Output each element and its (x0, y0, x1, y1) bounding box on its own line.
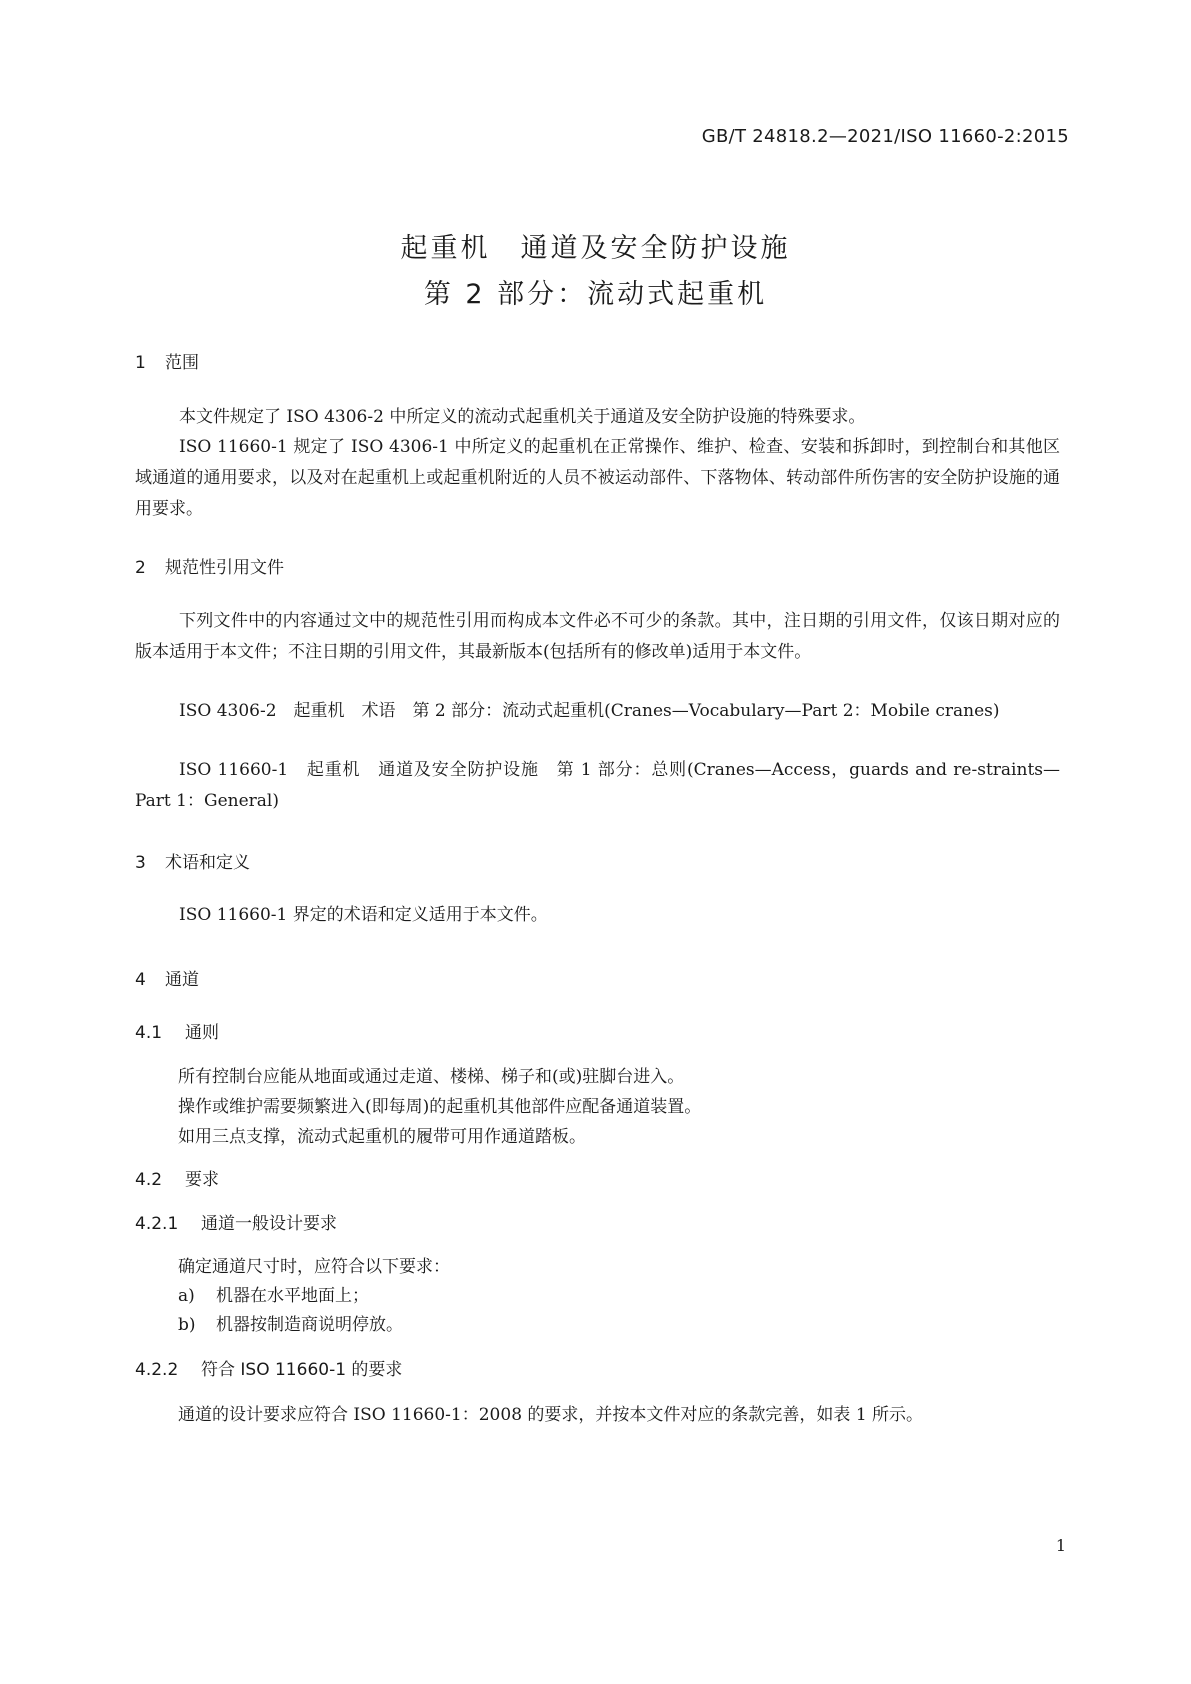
section-number: 2 (135, 558, 146, 578)
section-title: 范围 (165, 353, 199, 373)
section-1-paragraph-1: 本文件规定了 ISO 4306-2 中所定义的流动式起重机关于通道及安全防护设施的特殊要求。 (179, 407, 866, 427)
section-3-paragraph-1: ISO 11660-1 界定的术语和定义适用于本文件。 (179, 905, 548, 925)
section-1-heading (135, 348, 199, 373)
subsection-number: 4.2 (135, 1170, 163, 1190)
subsection-number: 4.2.1 (135, 1214, 179, 1234)
subsection-4-1-line-2: 操作或维护需要频繁进入(即每周)的起重机其他部件应配备通道装置。 (178, 1097, 702, 1117)
subsection-number: 4.2.2 (135, 1360, 179, 1380)
normative-reference-1: ISO 4306-2 起重机 术语 第 2 部分：流动式起重机(Cranes—Vocabulary—Part 2：Mobile cranes) (179, 701, 1000, 721)
subsection-title: 符合 ISO 11660-1 的要求 (201, 1360, 403, 1380)
section-4-heading (135, 965, 199, 990)
section-1-paragraph-2: ISO 11660-1 规定了 ISO 4306-1 中所定义的起重机在正常操作、维护、检查、安装和拆卸时，到控制台和其他区域通道的通用要求，以及对在起重机上或起重机附近的人员不被运动部件、下落物体、转动部件所伤害的安全防护设施的通用要求。 (135, 437, 1060, 519)
subsection-title: 通道一般设计要求 (201, 1214, 337, 1234)
subsection-number: 4.1 (135, 1023, 163, 1043)
subsection-4-2-heading (135, 1165, 219, 1190)
subsection-4-2-2-paragraph: 通道的设计要求应符合 ISO 11660-1：2008 的要求，并按本文件对应的条款完善，如表 1 所示。 (178, 1405, 924, 1425)
document-title-line1: 起重机 通道及安全防护设施 (400, 233, 791, 264)
section-2-paragraph-1: 下列文件中的内容通过文中的规范性引用而构成本文件必不可少的条款。其中，注日期的引用文件，仅该日期对应的版本适用于本文件；不注日期的引用文件，其最新版本(包括所有的修改单)适用于本文件。 (135, 611, 1060, 662)
list-text: 机器在水平地面上； (216, 1286, 369, 1306)
normative-reference-2: ISO 11660-1 起重机 通道及安全防护设施 第 1 部分：总则(Cranes—Access，guards and re-straints—Part 1：General) (135, 760, 1060, 811)
subsection-4-2-1-heading (135, 1209, 337, 1234)
section-title: 通道 (165, 970, 199, 990)
section-number: 1 (135, 353, 146, 373)
standard-number: GB/T 24818.2—2021/ISO 11660-2:2015 (701, 126, 1069, 147)
section-3-heading (135, 848, 250, 873)
section-number: 4 (135, 970, 146, 990)
subsection-4-1-line-1: 所有控制台应能从地面或通过走道、楼梯、梯子和(或)驻脚台进入。 (178, 1067, 685, 1087)
subsection-4-2-1-intro: 确定通道尺寸时，应符合以下要求： (178, 1257, 450, 1277)
subsection-title: 通则 (185, 1023, 219, 1043)
section-title: 术语和定义 (165, 853, 250, 873)
subsection-4-1-line-3: 如用三点支撑，流动式起重机的履带可用作通道踏板。 (178, 1127, 586, 1147)
page-number: 1 (1055, 1536, 1066, 1555)
section-number: 3 (135, 853, 146, 873)
section-2-heading (135, 553, 284, 578)
subsection-4-1-heading (135, 1018, 219, 1043)
list-item (178, 1281, 369, 1306)
subsection-4-2-2-heading (135, 1355, 402, 1380)
list-text: 机器按制造商说明停放。 (216, 1315, 403, 1335)
document-title-line2: 第 2 部分：流动式起重机 (423, 279, 768, 310)
list-item (178, 1310, 403, 1335)
subsection-title: 要求 (185, 1170, 219, 1190)
list-marker: b) (178, 1315, 196, 1335)
section-title: 规范性引用文件 (165, 558, 284, 578)
list-marker: a) (178, 1286, 195, 1306)
